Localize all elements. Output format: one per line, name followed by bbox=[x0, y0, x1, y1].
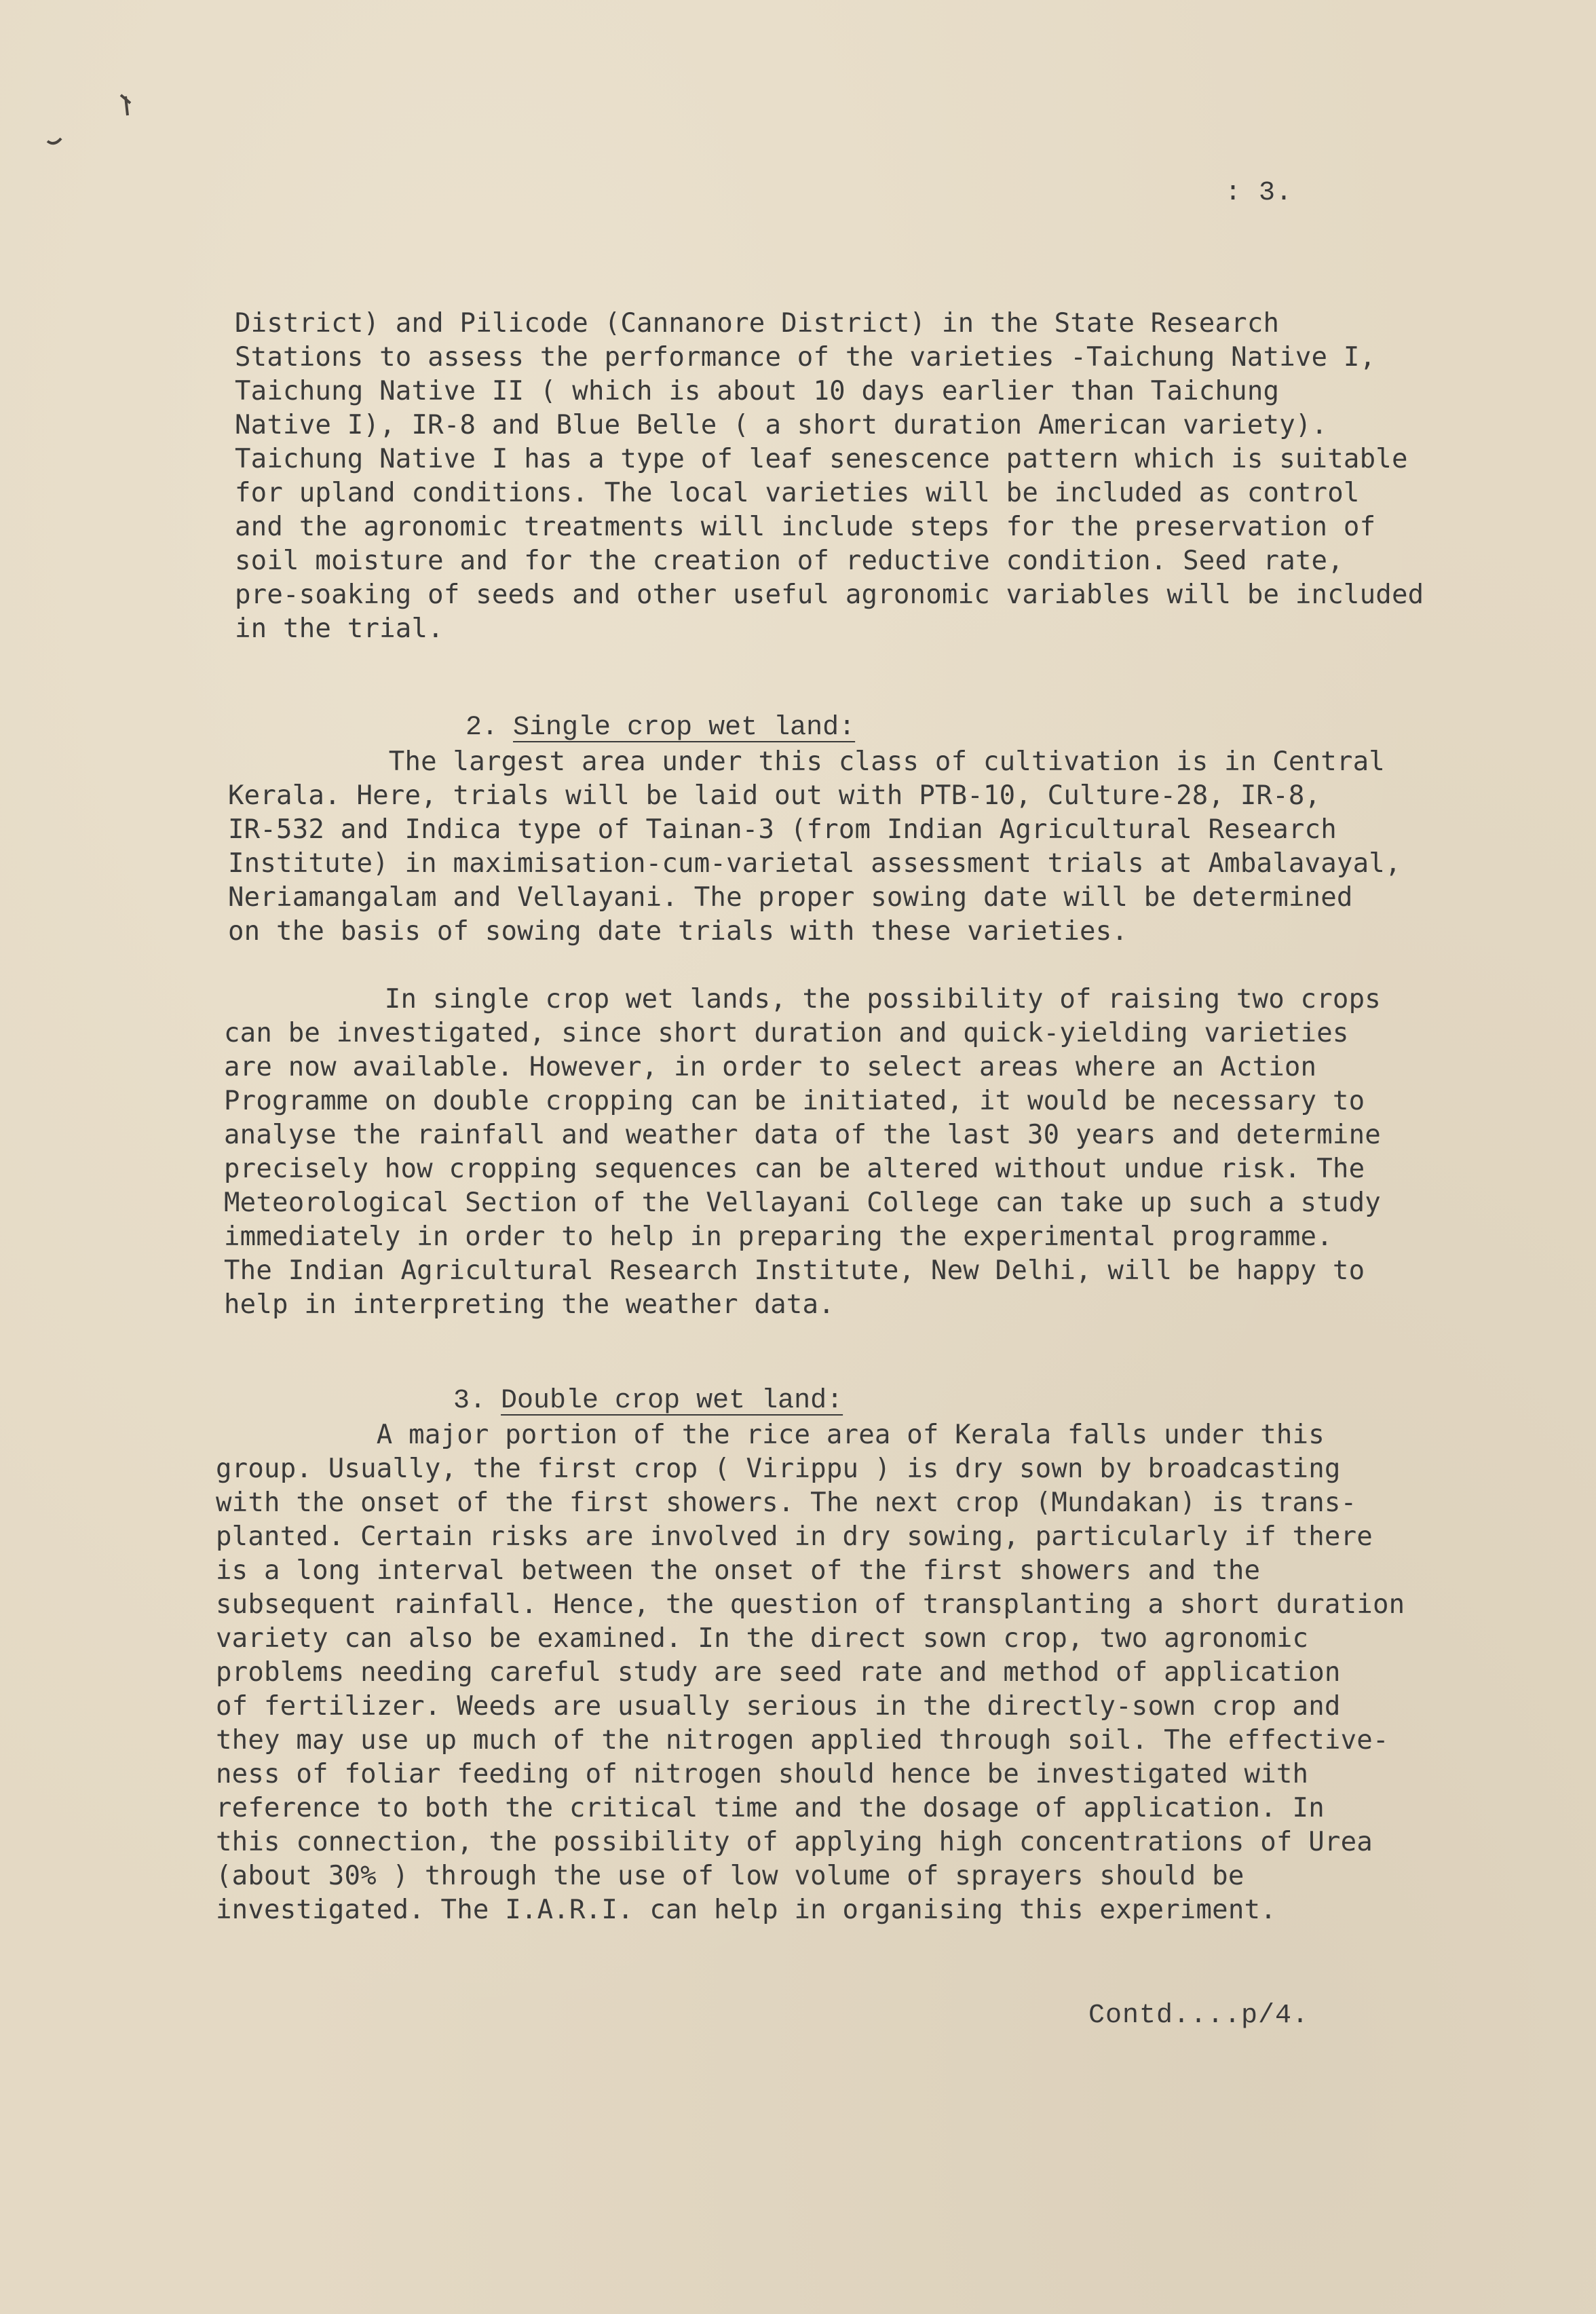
text-line: District) and Pilicode (Cannanore District) in the State Research bbox=[235, 308, 1280, 339]
text-line: In single crop wet lands, the possibility of raising two crops bbox=[224, 984, 1381, 1014]
text-line: investigated. The I.A.R.I. can help in organising this experiment. bbox=[216, 1895, 1276, 1925]
text-line: Neriamangalam and Vellayani. The proper sowing date will be determined bbox=[228, 882, 1353, 913]
text-line: on the basis of sowing date trials with these varieties. bbox=[228, 916, 1128, 947]
section-2-title: Single crop wet land: bbox=[513, 713, 856, 743]
section-2-paragraph-1 bbox=[228, 745, 1401, 949]
text-line: IR-532 and Indica type of Tainan-3 (from Indian Agricultural Research bbox=[228, 814, 1337, 845]
text-line: help in interpreting the weather data. bbox=[224, 1289, 835, 1320]
text-line: problems needing careful study are seed rate and method of application bbox=[216, 1657, 1341, 1688]
section-3-title: Double crop wet land: bbox=[501, 1386, 843, 1416]
text-line: of fertilizer. Weeds are usually serious in the directly-sown crop and bbox=[216, 1691, 1341, 1722]
text-line: reference to both the critical time and the dosage of application. In bbox=[216, 1793, 1325, 1823]
text-line: The largest area under this class of cultivation is in Central bbox=[228, 746, 1385, 777]
text-line: can be investigated, since short duration and quick-yielding varieties bbox=[224, 1018, 1349, 1048]
text-line: planted. Certain risks are involved in dry sowing, particularly if there bbox=[216, 1521, 1373, 1552]
text-line: A major portion of the rice area of Kerala falls under this bbox=[216, 1420, 1325, 1450]
pen-mark-icon bbox=[41, 88, 149, 156]
text-line: precisely how cropping sequences can be altered without undue risk. The bbox=[224, 1154, 1365, 1184]
text-line: for upland conditions. The local varieties will be included as control bbox=[235, 478, 1360, 508]
text-line: The Indian Agricultural Research Institute, New Delhi, will be happy to bbox=[224, 1255, 1365, 1286]
section-3-number: 3. bbox=[453, 1386, 487, 1416]
text-line: Stations to assess the performance of the varieties -Taichung Native I, bbox=[235, 342, 1376, 373]
section-3-paragraph-1 bbox=[216, 1418, 1405, 1927]
text-line: in the trial. bbox=[235, 613, 444, 644]
text-line: Programme on double cropping can be initiated, it would be necessary to bbox=[224, 1086, 1365, 1116]
text-line: (about 30% ) through the use of low volume of sprayers should be bbox=[216, 1861, 1244, 1891]
text-line: Kerala. Here, trials will be laid out with PTB-10, Culture-28, IR-8, bbox=[228, 780, 1321, 811]
text-line: subsequent rainfall. Hence, the question of transplanting a short duration bbox=[216, 1589, 1405, 1620]
text-line: Taichung Native I has a type of leaf senescence pattern which is suitable bbox=[235, 444, 1408, 474]
text-line: immediately in order to help in preparing the experimental programme. bbox=[224, 1221, 1333, 1252]
text-line: are now available. However, in order to select areas where an Action bbox=[224, 1052, 1317, 1082]
section-2-paragraph-2 bbox=[224, 983, 1381, 1322]
text-line: analyse the rainfall and weather data of the last 30 years and determine bbox=[224, 1120, 1381, 1150]
text-line: variety can also be examined. In the direct sown crop, two agronomic bbox=[216, 1623, 1309, 1654]
section-2-number: 2. bbox=[466, 713, 499, 743]
text-line: they may use up much of the nitrogen applied through soil. The effective- bbox=[216, 1725, 1389, 1756]
text-line: with the onset of the first showers. The next crop (Mundakan) is trans- bbox=[216, 1487, 1357, 1518]
text-line: ness of foliar feeding of nitrogen should hence be investigated with bbox=[216, 1759, 1309, 1789]
text-line: Taichung Native II ( which is about 10 days earlier than Taichung bbox=[235, 376, 1280, 406]
text-line: Institute) in maximisation-cum-varietal assessment trials at Ambalavayal, bbox=[228, 848, 1401, 879]
page-number: : 3. bbox=[1225, 178, 1293, 208]
text-line: is a long interval between the onset of the first showers and the bbox=[216, 1555, 1261, 1586]
continuation-note: Contd....p/4. bbox=[1088, 2000, 1310, 2031]
text-line: this connection, the possibility of applying high concentrations of Urea bbox=[216, 1827, 1373, 1857]
text-line: and the agronomic treatments will include steps for the preservation of bbox=[235, 512, 1376, 542]
text-line: Native I), IR-8 and Blue Belle ( a short duration American variety). bbox=[235, 410, 1328, 440]
text-line: soil moisture and for the creation of reductive condition. Seed rate, bbox=[235, 546, 1344, 576]
text-line: pre-soaking of seeds and other useful agronomic variables will be included bbox=[235, 580, 1424, 610]
text-line: Meteorological Section of the Vellayani College can take up such a study bbox=[224, 1188, 1381, 1218]
text-line: group. Usually, the first crop ( Virippu ) is dry sown by broadcasting bbox=[216, 1454, 1341, 1484]
intro-paragraph bbox=[235, 307, 1424, 646]
